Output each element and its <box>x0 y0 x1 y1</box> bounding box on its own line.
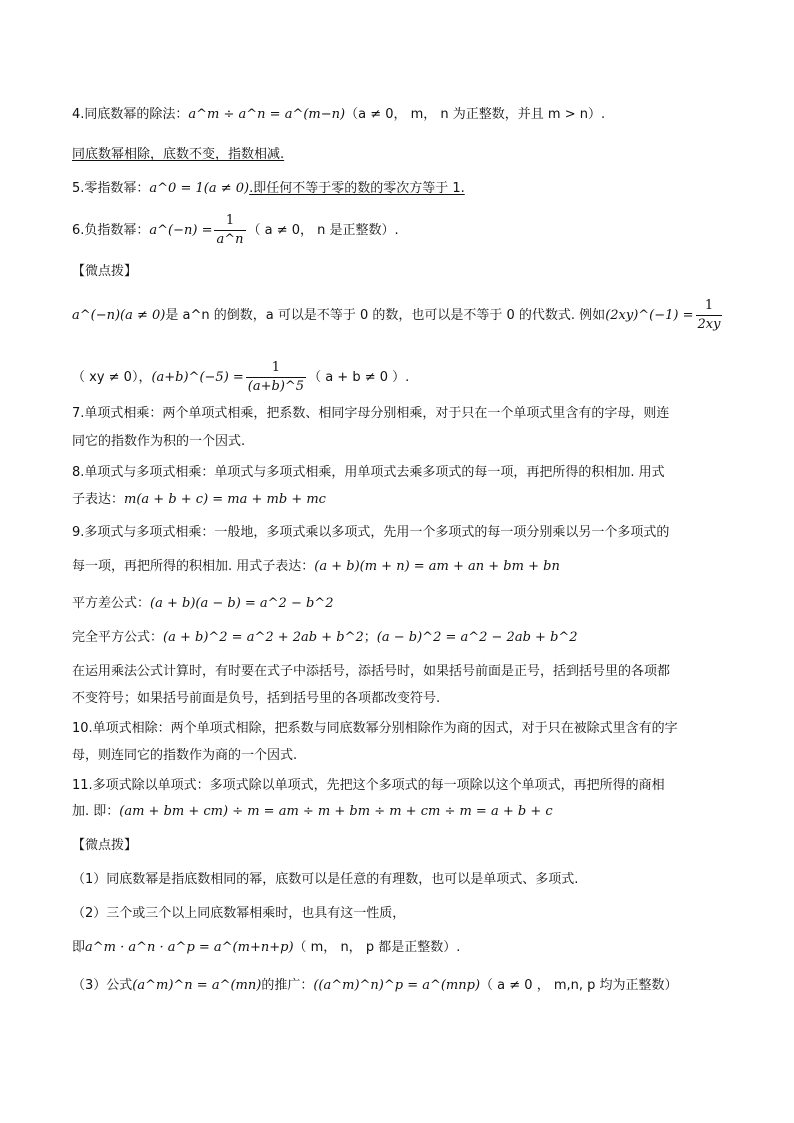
rule-5-note: .即任何不等于零的数的零次方等于 1. <box>249 181 465 196</box>
bracket-rule-line-2: 不变符号；如果括号前面是负号，括到括号里的各项都改变符号. <box>72 691 441 706</box>
tip-3-formula-2: ((a^m)^n)^p = a^(mnp) <box>313 978 481 993</box>
tip-2-formula: a^m · a^n · a^p = a^(m+n+p) <box>85 940 294 955</box>
perfect-square-label: 完全平方公式： <box>72 630 164 645</box>
rule-8-label: 子表达： <box>72 492 125 507</box>
rule-6-label: 6.负指数幂： <box>72 223 150 238</box>
rule-6-fraction: $\frac{1}{a\^{}n}$ <box>216 213 244 247</box>
rule-4-label: 4.同底数幂的除法： <box>72 107 189 122</box>
rule-5-formula: a^0 = 1(a ≠ 0) <box>149 181 250 196</box>
tip-1: （1）同底数幂是指底数相同的幂，底数可以是任意的有理数，也可以是单项式、多项式. <box>72 872 579 887</box>
difference-of-squares-label: 平方差公式： <box>72 596 151 611</box>
perfect-square-line <box>72 628 578 648</box>
tip-heading-1: 【微点拨】 <box>72 264 138 279</box>
rule-8-line-1: 8.单项式与多项式相乘：单项式与多项式相乘，用单项式去乘多项式的每一项，再把所得的积相加. 用式 <box>72 465 665 480</box>
rule-11-line-2 <box>72 802 553 822</box>
tip-3-label: （3）公式 <box>72 978 133 993</box>
rule-4-condition: （a ≠ 0， m， n 为正整数，并且 m > n）. <box>345 107 606 122</box>
rule-4-line <box>72 105 605 125</box>
bracket-rule-line-1: 在运用乘法公式计算时，有时要在式子中添括号，添括号时，如果括号前面是正号，括到括号里的各项都 <box>72 664 671 679</box>
rule-9-text: 每一项，再把所得的积相加. 用式子表达： <box>72 559 315 574</box>
reciprocal-cond-2: （ a + b ≠ 0 ）. <box>308 370 410 385</box>
tip-3-formula-1: (a^m)^n = a^(mn) <box>132 978 262 993</box>
tip-2-formula-line <box>72 938 460 958</box>
tip-2-condition: （ m， n， p 都是正整数）. <box>293 940 461 955</box>
rule-4-formula: a^m ÷ a^n = a^(m−n) <box>188 107 346 122</box>
rule-7-line-2: 同它的指数作为积的一个因式. <box>72 434 246 449</box>
rule-9-formula: (a + b)(m + n) = am + an + bm + bn <box>314 559 560 574</box>
reciprocal-example-fraction: $\frac{1}{2xy}$ <box>697 298 721 332</box>
rule-6-line <box>72 212 399 249</box>
perfect-square-formula-2: (a − b)^2 = a^2 − 2ab + b^2 <box>376 630 578 645</box>
tip-3-line <box>72 976 678 996</box>
rule-11-formula: (am + bm + cm) ÷ m = am ÷ m + bm ÷ m + cm ÷ m = a + b + c <box>119 804 553 819</box>
rule-10-line-2: 母，则连同它的指数作为商的一个因式. <box>72 748 298 763</box>
rule-8-formula: m(a + b + c) = ma + mb + mc <box>124 492 326 507</box>
difference-of-squares-formula: (a + b)(a − b) = a^2 − b^2 <box>150 596 334 611</box>
reciprocal-example: (2xy)^(−1) = <box>605 308 694 323</box>
tip-3-condition: （ a ≠ 0 ， m,n, p 均为正整数） <box>480 978 678 993</box>
reciprocal-cond: （ xy ≠ 0）， <box>72 370 152 385</box>
rule-5-line <box>72 179 465 199</box>
perfect-square-separator: ； <box>363 630 377 645</box>
reciprocal-formula: a^(−n)(a ≠ 0) <box>72 308 166 323</box>
reciprocal-example-2-fraction: $\frac{1}{(a+b)\^{}5}$ <box>247 360 305 394</box>
tip-2: （2）三个或三个以上同底数幂相乘时，也具有这一性质， <box>72 906 406 921</box>
rule-4-summary: 同底数幂相除，底数不变，指数相减. <box>72 147 285 162</box>
rule-8-line-2 <box>72 490 326 510</box>
rule-10-line-1: 10.单项式相除：两个单项式相除，把系数与同底数幂分别相除作为商的因式，对于只在被除式里含有的字 <box>72 721 678 736</box>
reciprocal-example-2: (a+b)^(−5) = <box>151 370 244 385</box>
rule-7-line-1: 7.单项式相乘：两个单项式相乘，把系数、相同字母分别相乘，对于只在一个单项式里含有的字母，则连 <box>72 406 670 421</box>
reciprocal-example-line <box>72 359 409 396</box>
rule-9-line-1: 9.多项式与多项式相乘：一般地，多项式乘以多项式，先用一个多项式的每一项分别乘以另一个多项式的 <box>72 525 670 540</box>
reciprocal-line <box>72 297 724 334</box>
rule-6-formula-left: a^(−n) = <box>149 223 213 238</box>
rule-11-line-1: 11.多项式除以单项式：多项式除以单项式，先把这个多项式的每一项除以这个单项式，再把所得的商相 <box>72 778 665 793</box>
tip-2-label: 即 <box>72 940 86 955</box>
rule-9-line-2 <box>72 557 560 577</box>
difference-of-squares-line <box>72 594 333 614</box>
rule-5-label: 5.零指数幂： <box>72 181 150 196</box>
tip-heading-2: 【微点拨】 <box>72 838 138 853</box>
reciprocal-text: 是 a^n 的倒数，a 可以是不等于 0 的数，也可以是不等于 0 的代数式. 例如 <box>165 308 606 323</box>
perfect-square-formula-1: (a + b)^2 = a^2 + 2ab + b^2 <box>163 630 364 645</box>
rule-6-condition: （ a ≠ 0， n 是正整数）. <box>247 223 399 238</box>
tip-3-text: 的推广： <box>261 978 314 993</box>
rule-11-label: 加. 即： <box>72 804 120 819</box>
